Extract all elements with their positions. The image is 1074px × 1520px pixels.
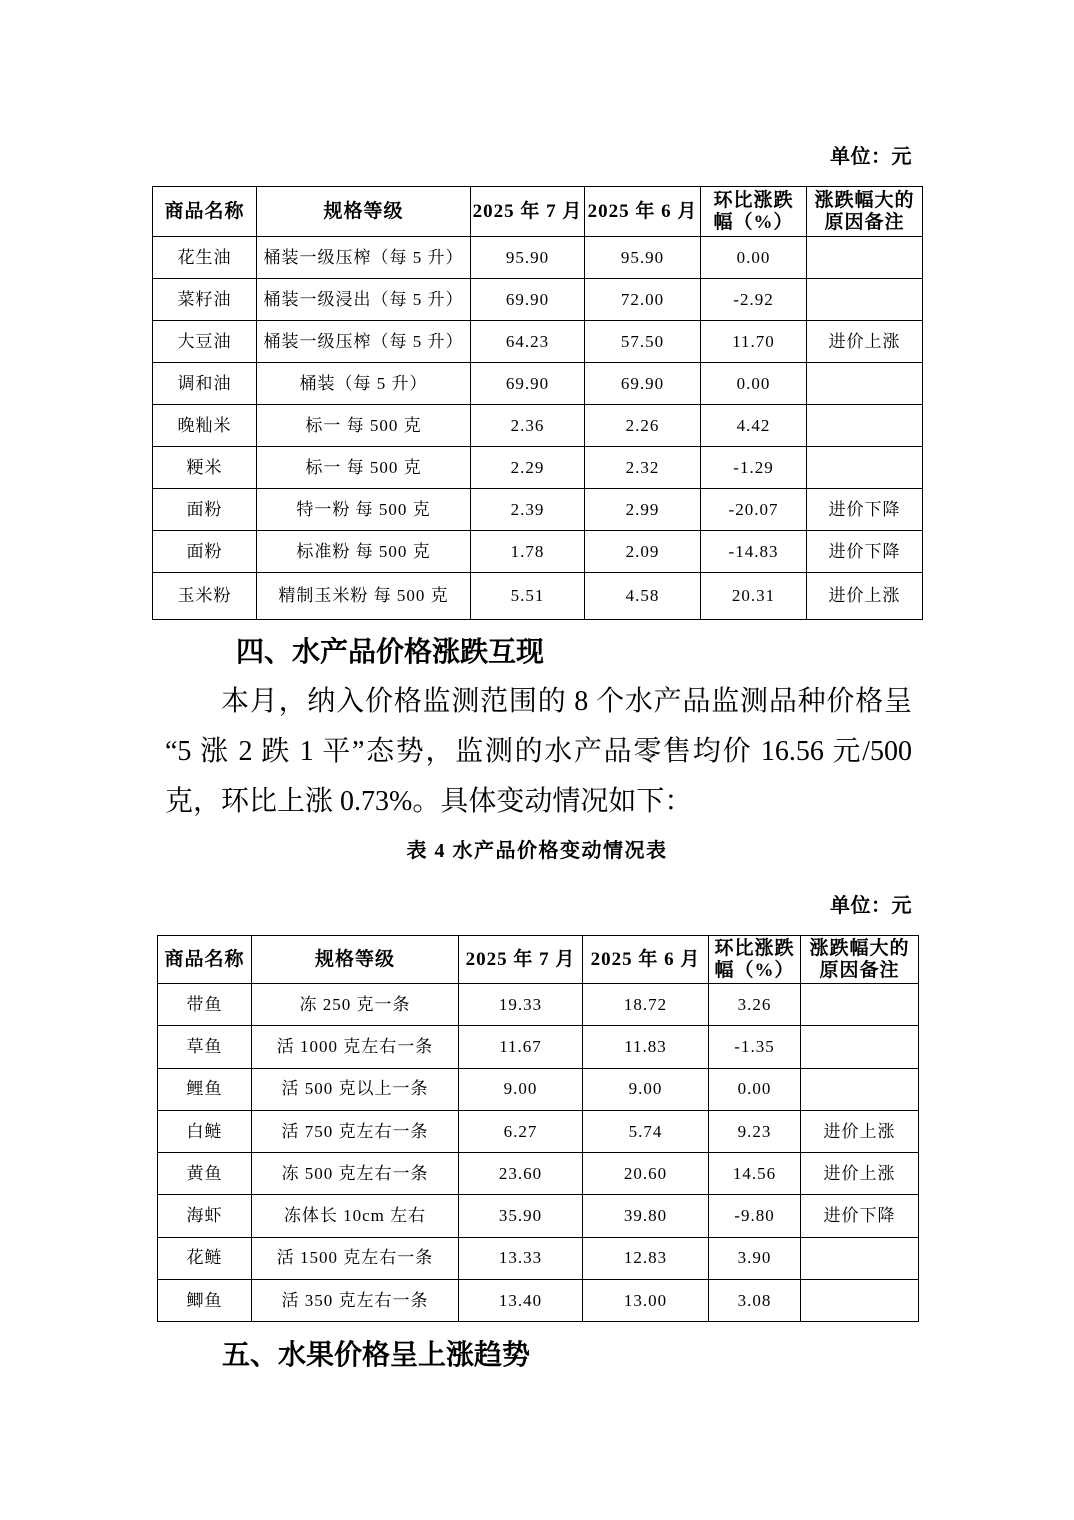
change-percent-cell: 0.00 [709,1068,801,1110]
july-price-cell: 69.90 [471,363,585,405]
table-header [158,936,919,984]
table-row [153,405,923,447]
column-header-line: 环比涨跌 [713,189,794,211]
header-row [153,187,923,237]
spec-grade-cell: 桶装一级压榨（每 5 升） [257,237,471,279]
column-header-line: 涨跌幅大的 [814,189,915,211]
table-row [158,1280,919,1322]
june-price-cell: 18.72 [583,984,709,1026]
product-name-cell: 花鲢 [158,1237,252,1279]
reason-note-cell [807,447,923,489]
table-body [158,984,919,1322]
july-price-cell: 6.27 [459,1110,583,1152]
reason-note-cell: 进价下降 [807,531,923,573]
column-header-line: 2025 年 6 月 [587,200,698,222]
table-row [153,573,923,620]
column-header-change-percent [709,936,801,984]
june-price-cell: 11.83 [583,1026,709,1068]
june-price-cell: 57.50 [585,321,701,363]
column-header-line: 规格等级 [314,948,395,970]
june-price-cell: 2.09 [585,531,701,573]
product-name-cell: 面粉 [153,531,257,573]
table-row [158,1026,919,1068]
july-price-cell: 1.78 [471,531,585,573]
reason-note-cell: 进价上涨 [801,1110,919,1152]
table-row [153,447,923,489]
product-name-cell: 鲫鱼 [158,1280,252,1322]
change-percent-cell: -20.07 [701,489,807,531]
column-header-line: 幅（%） [713,211,794,233]
reason-note-cell [801,984,919,1026]
column-header-line: 规格等级 [323,200,404,222]
june-price-cell: 2.32 [585,447,701,489]
spec-grade-cell: 活 1500 克左右一条 [252,1237,459,1279]
unit-label: 单位：元 [830,146,912,168]
reason-note-cell [807,405,923,447]
product-name-cell: 鲤鱼 [158,1068,252,1110]
column-header-july-price [459,936,583,984]
column-header-spec-grade [257,187,471,237]
spec-grade-cell: 桶装（每 5 升） [257,363,471,405]
grain-oil-price-table [152,186,923,620]
table-row [158,1110,919,1152]
reason-note-cell: 进价上涨 [801,1153,919,1195]
product-name-cell: 粳米 [153,447,257,489]
june-price-cell: 2.26 [585,405,701,447]
change-percent-cell: 9.23 [709,1110,801,1152]
column-header-product-name [158,936,252,984]
june-price-cell: 72.00 [585,279,701,321]
change-percent-cell: 11.70 [701,321,807,363]
aquatic-price-table [157,935,919,1322]
reason-note-cell [807,237,923,279]
column-header-product-name [153,187,257,237]
reason-note-cell: 进价上涨 [807,321,923,363]
spec-grade-cell: 特一粉 每 500 克 [257,489,471,531]
reason-note-cell: 进价上涨 [807,573,923,620]
product-name-cell: 晚籼米 [153,405,257,447]
column-header-july-price [471,187,585,237]
spec-grade-cell: 活 750 克左右一条 [252,1110,459,1152]
column-header-spec-grade [252,936,459,984]
spec-grade-cell: 标准粉 每 500 克 [257,531,471,573]
july-price-cell: 13.33 [459,1237,583,1279]
table-row [153,237,923,279]
column-header-change-percent [701,187,807,237]
column-header-line: 2025 年 6 月 [590,948,701,970]
column-header-line: 环比涨跌 [714,937,795,959]
july-price-cell: 64.23 [471,321,585,363]
paragraph-line: 本月，纳入价格监测范围的 8 个水产品监测品种价格呈 [221,686,912,717]
column-header-line: 商品名称 [164,948,245,970]
change-percent-cell: -14.83 [701,531,807,573]
spec-grade-cell: 活 350 克左右一条 [252,1280,459,1322]
section-heading-aquatic: 四、水产品价格涨跌互现 [236,635,545,668]
june-price-cell: 2.99 [585,489,701,531]
june-price-cell: 69.90 [585,363,701,405]
column-header-line: 商品名称 [164,200,245,222]
column-header-line: 涨跌幅大的 [809,937,910,959]
spec-grade-cell: 冻体长 10cm 左右 [252,1195,459,1237]
july-price-cell: 95.90 [471,237,585,279]
product-name-cell: 调和油 [153,363,257,405]
column-header-reason-note [807,187,923,237]
change-percent-cell: 20.31 [701,573,807,620]
table-body [153,237,923,620]
june-price-cell: 39.80 [583,1195,709,1237]
table-row [158,1237,919,1279]
product-name-cell: 带鱼 [158,984,252,1026]
reason-note-cell [801,1068,919,1110]
june-price-cell: 9.00 [583,1068,709,1110]
product-name-cell: 菜籽油 [153,279,257,321]
table-header [153,187,923,237]
july-price-cell: 35.90 [459,1195,583,1237]
product-name-cell: 花生油 [153,237,257,279]
change-percent-cell: 4.42 [701,405,807,447]
reason-note-cell: 进价下降 [807,489,923,531]
column-header-line: 2025 年 7 月 [465,948,576,970]
change-percent-cell: 3.26 [709,984,801,1026]
june-price-cell: 4.58 [585,573,701,620]
product-name-cell: 海虾 [158,1195,252,1237]
table-row [158,984,919,1026]
spec-grade-cell: 活 1000 克左右一条 [252,1026,459,1068]
july-price-cell: 69.90 [471,279,585,321]
table-row [153,489,923,531]
section-paragraph [165,677,912,827]
product-name-cell: 玉米粉 [153,573,257,620]
column-header-line: 2025 年 7 月 [472,200,583,222]
july-price-cell: 23.60 [459,1153,583,1195]
july-price-cell: 2.29 [471,447,585,489]
column-header-line: 原因备注 [824,211,905,233]
paragraph-line: 克，环比上涨 0.73%。具体变动情况如下： [165,786,693,817]
reason-note-cell [801,1026,919,1068]
table-row [153,321,923,363]
column-header-reason-note [801,936,919,984]
spec-grade-cell: 活 500 克以上一条 [252,1068,459,1110]
change-percent-cell: 0.00 [701,237,807,279]
july-price-cell: 9.00 [459,1068,583,1110]
june-price-cell: 12.83 [583,1237,709,1279]
spec-grade-cell: 桶装一级浸出（每 5 升） [257,279,471,321]
table-row [153,363,923,405]
table-row [158,1195,919,1237]
june-price-cell: 95.90 [585,237,701,279]
reason-note-cell [807,279,923,321]
table-caption: 表 4 水产品价格变动情况表 [406,840,668,862]
july-price-cell: 19.33 [459,984,583,1026]
change-percent-cell: 0.00 [701,363,807,405]
spec-grade-cell: 标一 每 500 克 [257,447,471,489]
section-heading-fruit: 五、水果价格呈上涨趋势 [222,1338,531,1371]
paragraph-line: “5 涨 2 跌 1 平”态势，监测的水产品零售均价 16.56 元/500 [165,736,912,767]
reason-note-cell [801,1280,919,1322]
column-header-line: 幅（%） [714,959,795,981]
column-header-june-price [585,187,701,237]
change-percent-cell: -9.80 [709,1195,801,1237]
unit-label: 单位：元 [830,895,912,917]
table-row [158,1068,919,1110]
june-price-cell: 13.00 [583,1280,709,1322]
table-row [158,1153,919,1195]
product-name-cell: 大豆油 [153,321,257,363]
reason-note-cell [801,1237,919,1279]
table-row [153,531,923,573]
product-name-cell: 面粉 [153,489,257,531]
july-price-cell: 5.51 [471,573,585,620]
column-header-line: 原因备注 [819,959,900,981]
spec-grade-cell: 标一 每 500 克 [257,405,471,447]
header-row [158,936,919,984]
change-percent-cell: -1.29 [701,447,807,489]
june-price-cell: 5.74 [583,1110,709,1152]
table-row [153,279,923,321]
july-price-cell: 13.40 [459,1280,583,1322]
spec-grade-cell: 精制玉米粉 每 500 克 [257,573,471,620]
change-percent-cell: 14.56 [709,1153,801,1195]
product-name-cell: 草鱼 [158,1026,252,1068]
july-price-cell: 11.67 [459,1026,583,1068]
product-name-cell: 白鲢 [158,1110,252,1152]
change-percent-cell: -2.92 [701,279,807,321]
change-percent-cell: 3.90 [709,1237,801,1279]
spec-grade-cell: 冻 250 克一条 [252,984,459,1026]
july-price-cell: 2.36 [471,405,585,447]
spec-grade-cell: 冻 500 克左右一条 [252,1153,459,1195]
reason-note-cell [807,363,923,405]
column-header-june-price [583,936,709,984]
product-name-cell: 黄鱼 [158,1153,252,1195]
change-percent-cell: 3.08 [709,1280,801,1322]
spec-grade-cell: 桶装一级压榨（每 5 升） [257,321,471,363]
june-price-cell: 20.60 [583,1153,709,1195]
change-percent-cell: -1.35 [709,1026,801,1068]
reason-note-cell: 进价下降 [801,1195,919,1237]
july-price-cell: 2.39 [471,489,585,531]
